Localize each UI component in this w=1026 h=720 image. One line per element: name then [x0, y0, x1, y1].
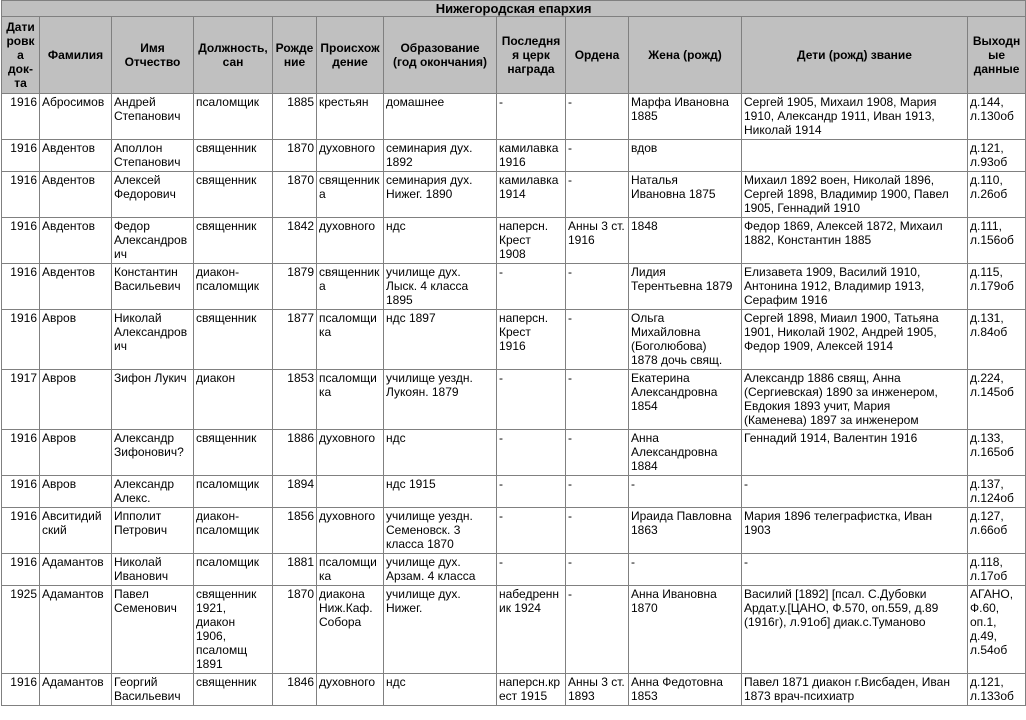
cell-position: диакон- псаломщик — [194, 264, 273, 310]
cell-date: 1916 — [2, 430, 40, 476]
cell-origin: псаломщи ка — [317, 310, 384, 370]
header-name: Имя Отчество — [112, 17, 194, 94]
cell-surname: Адамантов — [40, 554, 112, 586]
cell-children: Павел 1871 диакон г.Висбаден, Иван 1873 врач-психиатр — [742, 674, 968, 706]
cell-source: д.121, л.93об — [968, 140, 1026, 172]
cell-wife: Лидия Терентьевна 1879 — [629, 264, 742, 310]
cell-children: Александр 1886 свящ, Анна (Сергиевская) 1890 за инженером, Евдокия 1893 учит, Мария (Каменева) 1897 за инженером — [742, 370, 968, 430]
cell-surname: Авдентов — [40, 172, 112, 218]
cell-education: училище дух. Лыск. 4 класса 1895 — [384, 264, 497, 310]
cell-orders: - — [566, 140, 629, 172]
cell-wife: - — [629, 476, 742, 508]
cell-award: наперсн. Крест 1908 — [497, 218, 566, 264]
cell-children: Елизавета 1909, Василий 1910, Антонина 1912, Владимир 1913, Серафим 1916 — [742, 264, 968, 310]
cell-wife: 1848 — [629, 218, 742, 264]
cell-date: 1916 — [2, 554, 40, 586]
cell-wife: Марфа Ивановна 1885 — [629, 94, 742, 140]
cell-date: 1916 — [2, 264, 40, 310]
cell-surname: Адамантов — [40, 674, 112, 706]
cell-position: псаломщик — [194, 554, 273, 586]
header-position: Должность, сан — [194, 17, 273, 94]
table-row — [2, 476, 1026, 508]
cell-origin: духовного — [317, 674, 384, 706]
cell-date: 1916 — [2, 172, 40, 218]
cell-award: - — [497, 430, 566, 476]
cell-education: ндс — [384, 674, 497, 706]
cell-position: священник 1921, диакон 1906, псаломщ 1891 — [194, 586, 273, 674]
cell-date: 1916 — [2, 218, 40, 264]
cell-name: Аполлон Степанович — [112, 140, 194, 172]
cell-position: священник — [194, 310, 273, 370]
cell-source: д.111, л.156об — [968, 218, 1026, 264]
header-education: Образование (год окончания) — [384, 17, 497, 94]
table-row — [2, 554, 1026, 586]
cell-award: - — [497, 370, 566, 430]
cell-surname: Авров — [40, 430, 112, 476]
table-row — [2, 140, 1026, 172]
cell-position: священник — [194, 218, 273, 264]
cell-wife: Ираида Павловна 1863 — [629, 508, 742, 554]
cell-origin: священник а — [317, 172, 384, 218]
cell-source: д.110, л.26об — [968, 172, 1026, 218]
cell-date: 1916 — [2, 508, 40, 554]
cell-surname: Авров — [40, 310, 112, 370]
cell-origin: псаломщи ка — [317, 554, 384, 586]
cell-surname: Адамантов — [40, 586, 112, 674]
cell-origin: духовного — [317, 508, 384, 554]
cell-name: Николай Иванович — [112, 554, 194, 586]
cell-origin: крестьян — [317, 94, 384, 140]
cell-birth: 1870 — [273, 172, 317, 218]
table-row — [2, 172, 1026, 218]
cell-birth: 1879 — [273, 264, 317, 310]
cell-award: - — [497, 554, 566, 586]
cell-children: - — [742, 476, 968, 508]
cell-orders: - — [566, 172, 629, 218]
cell-birth: 1846 — [273, 674, 317, 706]
cell-name: Зифон Лукич — [112, 370, 194, 430]
cell-education: училище уездн. Семеновск. 3 класса 1870 — [384, 508, 497, 554]
cell-wife: Наталья Ивановна 1875 — [629, 172, 742, 218]
cell-surname: Авдентов — [40, 218, 112, 264]
cell-source: д.131, л.84об — [968, 310, 1026, 370]
cell-orders: - — [566, 310, 629, 370]
cell-date: 1925 — [2, 586, 40, 674]
cell-name: Николай Александров ич — [112, 310, 194, 370]
cell-name: Александр Алекс. — [112, 476, 194, 508]
cell-education: семинария дух. 1892 — [384, 140, 497, 172]
cell-wife: Анна Федотовна 1853 — [629, 674, 742, 706]
cell-orders: - — [566, 586, 629, 674]
cell-origin: псаломщи ка — [317, 370, 384, 430]
header-origin: Происхож дение — [317, 17, 384, 94]
cell-source: д.144, л.130об — [968, 94, 1026, 140]
cell-surname: Авров — [40, 370, 112, 430]
cell-surname: Авситидий ский — [40, 508, 112, 554]
cell-origin: диакона Ниж.Каф. Собора — [317, 586, 384, 674]
cell-orders: - — [566, 370, 629, 430]
cell-surname: Авров — [40, 476, 112, 508]
header-orders: Ордена — [566, 17, 629, 94]
cell-children — [742, 140, 968, 172]
header-row — [2, 17, 1026, 94]
cell-birth: 1842 — [273, 218, 317, 264]
cell-date: 1916 — [2, 310, 40, 370]
cell-birth: 1894 — [273, 476, 317, 508]
cell-position: диакон — [194, 370, 273, 430]
header-birth: Рожде ние — [273, 17, 317, 94]
cell-name: Георгий Васильевич — [112, 674, 194, 706]
cell-date: 1916 — [2, 476, 40, 508]
cell-birth: 1886 — [273, 430, 317, 476]
table-body — [2, 94, 1026, 706]
cell-name: Алексей Федорович — [112, 172, 194, 218]
cell-education: ндс 1897 — [384, 310, 497, 370]
cell-wife: Анна Александровна 1884 — [629, 430, 742, 476]
cell-origin: священник а — [317, 264, 384, 310]
eparchy-table — [1, 0, 1026, 706]
table-row — [2, 370, 1026, 430]
cell-name: Александр Зифонович? — [112, 430, 194, 476]
cell-award: камилавка 1914 — [497, 172, 566, 218]
table-row — [2, 94, 1026, 140]
cell-award: наперсн. Крест 1916 — [497, 310, 566, 370]
cell-name: Федор Александров ич — [112, 218, 194, 264]
cell-source: д.115, л.179об — [968, 264, 1026, 310]
cell-position: псаломщик — [194, 94, 273, 140]
header-date: Дати ровк а док- та — [2, 17, 40, 94]
cell-education: ндс — [384, 218, 497, 264]
cell-origin: духовного — [317, 218, 384, 264]
cell-wife: - — [629, 554, 742, 586]
cell-source: д.224, л.145об — [968, 370, 1026, 430]
cell-wife: вдов — [629, 140, 742, 172]
cell-award: - — [497, 476, 566, 508]
cell-name: Андрей Степанович — [112, 94, 194, 140]
cell-award: набедренн ик 1924 — [497, 586, 566, 674]
cell-position: священник — [194, 674, 273, 706]
cell-education: училище дух. Арзам. 4 класса — [384, 554, 497, 586]
table-row — [2, 674, 1026, 706]
cell-award: камилавка 1916 — [497, 140, 566, 172]
cell-children: Сергей 1905, Михаил 1908, Мария 1910, Александр 1911, Иван 1913, Николай 1914 — [742, 94, 968, 140]
cell-source: д.127, л.66об — [968, 508, 1026, 554]
table-row — [2, 310, 1026, 370]
cell-date: 1916 — [2, 94, 40, 140]
cell-date: 1916 — [2, 674, 40, 706]
cell-education: ндс 1915 — [384, 476, 497, 508]
cell-origin: духовного — [317, 140, 384, 172]
cell-education: училище дух. Нижег. — [384, 586, 497, 674]
cell-orders: - — [566, 430, 629, 476]
cell-position: псаломщик — [194, 476, 273, 508]
cell-children: Геннадий 1914, Валентин 1916 — [742, 430, 968, 476]
cell-date: 1916 — [2, 140, 40, 172]
cell-source: д.137, л.124об — [968, 476, 1026, 508]
cell-orders: - — [566, 476, 629, 508]
cell-birth: 1885 — [273, 94, 317, 140]
header-wife: Жена (рожд) — [629, 17, 742, 94]
cell-education: семинария дух. Нижег. 1890 — [384, 172, 497, 218]
cell-name: Ипполит Петрович — [112, 508, 194, 554]
header-surname: Фамилия — [40, 17, 112, 94]
table-row — [2, 218, 1026, 264]
cell-position: диакон- псаломщик — [194, 508, 273, 554]
cell-source: д.121, л.133об — [968, 674, 1026, 706]
cell-orders: Анны 3 ст. 1916 — [566, 218, 629, 264]
cell-education: училище уездн. Лукоян. 1879 — [384, 370, 497, 430]
cell-wife: Анна Ивановна 1870 — [629, 586, 742, 674]
cell-orders: - — [566, 264, 629, 310]
cell-award: - — [497, 508, 566, 554]
header-source: Выходн ые данные — [968, 17, 1026, 94]
cell-surname: Авдентов — [40, 264, 112, 310]
cell-children: Федор 1869, Алексей 1872, Михаил 1882, Константин 1885 — [742, 218, 968, 264]
cell-position: священник — [194, 430, 273, 476]
cell-surname: Авдентов — [40, 140, 112, 172]
cell-birth: 1877 — [273, 310, 317, 370]
cell-award: - — [497, 94, 566, 140]
cell-surname: Абросимов — [40, 94, 112, 140]
cell-source: д.118, л.17об — [968, 554, 1026, 586]
cell-orders: - — [566, 554, 629, 586]
table-row — [2, 264, 1026, 310]
cell-award: - — [497, 264, 566, 310]
cell-source: д.133, л.165об — [968, 430, 1026, 476]
cell-birth: 1856 — [273, 508, 317, 554]
cell-wife: Екатерина Александровна 1854 — [629, 370, 742, 430]
cell-source: АГАНО, Ф.60, оп.1, д.49, л.54об — [968, 586, 1026, 674]
table-row — [2, 430, 1026, 476]
cell-date: 1917 — [2, 370, 40, 430]
cell-name: Константин Васильевич — [112, 264, 194, 310]
cell-origin: духовного — [317, 430, 384, 476]
table-row — [2, 586, 1026, 674]
cell-award: наперсн.кр ест 1915 — [497, 674, 566, 706]
cell-orders: Анны 3 ст. 1893 — [566, 674, 629, 706]
cell-position: священник — [194, 172, 273, 218]
cell-children: Мария 1896 телеграфистка, Иван 1903 — [742, 508, 968, 554]
cell-children: - — [742, 554, 968, 586]
cell-birth: 1881 — [273, 554, 317, 586]
cell-origin — [317, 476, 384, 508]
cell-orders: - — [566, 508, 629, 554]
cell-birth: 1870 — [273, 586, 317, 674]
cell-children: Сергей 1898, Миаил 1900, Татьяна 1901, Николай 1902, Андрей 1905, Федор 1909, Алексей 1914 — [742, 310, 968, 370]
cell-birth: 1853 — [273, 370, 317, 430]
cell-position: священник — [194, 140, 273, 172]
table-title: Нижегородская епархия — [2, 1, 1026, 17]
cell-birth: 1870 — [273, 140, 317, 172]
cell-children: Василий [1892] [псал. С.Дубовки Ардат.у.[ЦАНО, Ф.570, оп.559, д.89 (1916г), л.91об] диак.с.Туманово — [742, 586, 968, 674]
table-row — [2, 508, 1026, 554]
header-award: Последня я церк награда — [497, 17, 566, 94]
cell-education: ндс — [384, 430, 497, 476]
header-children: Дети (рожд) звание — [742, 17, 968, 94]
cell-education: домашнее — [384, 94, 497, 140]
cell-wife: Ольга Михайловна (Боголюбова) 1878 дочь свящ. — [629, 310, 742, 370]
cell-name: Павел Семенович — [112, 586, 194, 674]
cell-children: Михаил 1892 воен, Николай 1896, Сергей 1898, Владимир 1900, Павел 1905, Геннадий 1910 — [742, 172, 968, 218]
cell-orders: - — [566, 94, 629, 140]
